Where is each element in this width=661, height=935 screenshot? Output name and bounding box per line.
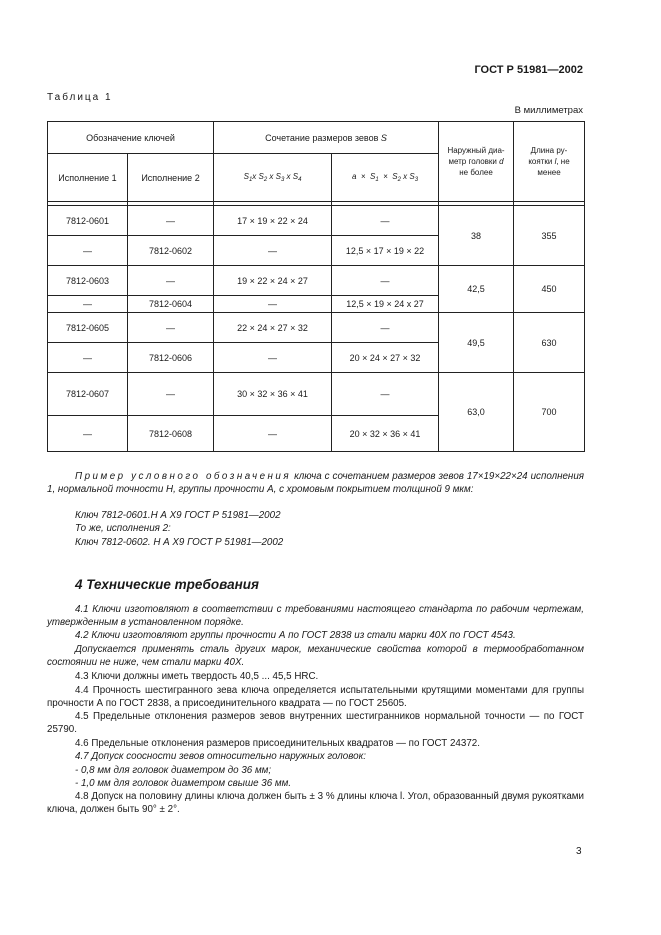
- spec-table: [47, 121, 585, 452]
- table-cell: 30 × 32 × 36 × 41: [214, 373, 332, 416]
- paragraph-4-7: 4.7 Допуск соосности зевов относительно наружных головок:: [75, 751, 366, 762]
- units-note: В миллиметрах: [514, 105, 583, 116]
- table-cell: 7812-0607: [48, 373, 128, 416]
- table-cell: 7812-0603: [48, 266, 128, 296]
- table-cell: 63,0: [439, 373, 514, 452]
- paragraph-4-5: 4.5 Предельные отклонения размеров зевов внутренних шестигранников нормальной точности — по ГОСТ 25790.: [47, 711, 584, 735]
- table-cell: —: [128, 206, 214, 236]
- table-cell: —: [214, 296, 332, 313]
- example-line-1: Ключ 7812-0601.Н А Х9 ГОСТ Р 51981—2002: [75, 510, 281, 521]
- table-cell: —: [128, 373, 214, 416]
- table-cell: 630: [514, 313, 585, 373]
- example-line-2: То же, исполнения 2:: [75, 523, 171, 534]
- paragraph-4-3: 4.3 Ключи должны иметь твердость 40,5 ... 45,5 HRC.: [75, 671, 319, 682]
- table-cell: —: [48, 343, 128, 373]
- table-cell: —: [332, 266, 439, 296]
- table-cell: 7812-0602: [128, 236, 214, 266]
- table-cell: 19 × 22 × 24 × 27: [214, 266, 332, 296]
- table-cell: 355: [514, 206, 585, 266]
- paragraph-4-7-item-2: - 1,0 мм для головок диаметром свыше 36 мм.: [75, 778, 292, 789]
- table-cell: 7812-0604: [128, 296, 214, 313]
- paragraph-4-6: 4.6 Предельные отклонения размеров присоединительных квадратов — по ГОСТ 24372.: [75, 738, 480, 749]
- table-cell: 22 × 24 × 27 × 32: [214, 313, 332, 343]
- paragraph-4-8: 4.8 Допуск на половину длины ключа должен быть ± 3 % длины ключа l. Угол, образованный двумя рукоятками ключа, должен быть 90° ± 2°.: [47, 791, 584, 815]
- table-cell: —: [214, 236, 332, 266]
- table-cell: 7812-0605: [48, 313, 128, 343]
- paragraph-4-2-note: Допускается применять сталь других марок, механические свойства которой в термообработанном состоянии не ниже, чем стали марки 40Х.: [47, 644, 584, 668]
- example-lead: Пример условного обозначения: [75, 471, 292, 482]
- example-paragraph: [47, 471, 584, 496]
- table-cell: 12,5 × 17 × 19 × 22: [332, 236, 439, 266]
- section-title: 4 Технические требования: [75, 577, 259, 592]
- table-cell: 7812-0608: [128, 416, 214, 452]
- table-cell: —: [214, 343, 332, 373]
- table-cell: 7812-0601: [48, 206, 128, 236]
- header-formula-four: $S_1x$ $S_2$ x $S_3$ x $S_4$: [214, 154, 332, 202]
- table-cell: 450: [514, 266, 585, 313]
- example-text: ключа с сочетанием размеров зевов 17×19×22×24 исполнения 1, нормальной точности Н, группы прочности А, с хромовым покрытием толщиной 9 мкм:: [47, 471, 585, 495]
- table-cell: 7812-0606: [128, 343, 214, 373]
- table-cell: 700: [514, 373, 585, 452]
- header-designation: Обозначение ключей: [48, 122, 214, 154]
- header-version-1: Исполнение 1: [48, 154, 128, 202]
- table-cell: 20 × 24 × 27 × 32: [332, 343, 439, 373]
- header-version-2: Исполнение 2: [128, 154, 214, 202]
- paragraph-4-7-item-1: - 0,8 мм для головок диаметром до 36 мм;: [75, 765, 272, 776]
- paragraph-4-2: 4.2 Ключи изготовляют группы прочности А по ГОСТ 2838 из стали марки 40Х по ГОСТ 4543.: [75, 630, 516, 641]
- header-combination: Сочетание размеров зевов S: [214, 122, 439, 154]
- table-cell: —: [48, 236, 128, 266]
- example-line-3: Ключ 7812-0602. Н А Х9 ГОСТ Р 51981—2002: [75, 537, 284, 548]
- header-formula-three: $a \times S_1 \times S_2$ x $S_3$: [332, 154, 439, 202]
- header-head-diameter: Наружный диа- метр головки d не более: [439, 122, 514, 202]
- table-cell: —: [48, 296, 128, 313]
- table-cell: 42,5: [439, 266, 514, 313]
- table-cell: —: [332, 313, 439, 343]
- paragraph-4-4: 4.4 Прочность шестигранного зева ключа определяется испытательными крутящими моментами для группы прочности А по ГОСТ 2838, а присоединительного квадрата — по ГОСТ 25605.: [47, 685, 584, 709]
- paragraph-4-1: 4.1 Ключи изготовляют в соответствии с требованиями настоящего стандарта по рабочим чертежам, утвержденным в установленном порядке.: [47, 604, 584, 628]
- table-cell: —: [128, 266, 214, 296]
- table-cell: 49,5: [439, 313, 514, 373]
- table-cell: 12,5 × 19 × 24 x 27: [332, 296, 439, 313]
- table-cell: —: [128, 313, 214, 343]
- table-cell: —: [214, 416, 332, 452]
- header-handle-length: Длина ру- коятки l, не менее: [514, 122, 585, 202]
- table-cell: 38: [439, 206, 514, 266]
- table-cell: 20 × 32 × 36 × 41: [332, 416, 439, 452]
- table-caption: Таблица 1: [47, 92, 113, 103]
- table-cell: —: [48, 416, 128, 452]
- page-number: 3: [576, 846, 582, 857]
- document-code-header: ГОСТ Р 51981—2002: [474, 64, 583, 76]
- table-cell: —: [332, 206, 439, 236]
- table-cell: —: [332, 373, 439, 416]
- table-cell: 17 × 19 × 22 × 24: [214, 206, 332, 236]
